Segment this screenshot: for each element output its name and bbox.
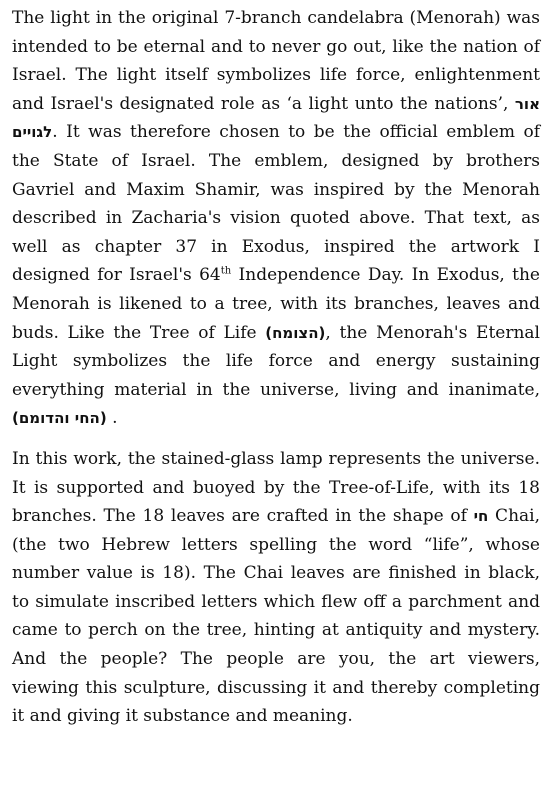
text-segment: . It was therefore chosen to be the official emblem of the State of Israel. The emblem, designed by brothers Gavriel and Maxim Shamir, was inspired by the Menorah described in Zacharia's vision quoted above. That text, as well as chapter 37 in Exodus, inspired the artwork I designed for Israel's 64 — [12, 122, 540, 286]
superscript-th: th — [220, 265, 232, 277]
text-segment: , the Menorah's Eternal Light symbolizes the life force and energy sustaining everything material in the universe, living and inanimate, — [12, 322, 540, 400]
text-segment: . — [106, 408, 118, 429]
text-segment: In this work, the stained-glass lamp represents the universe. It is supported and buoyed by the Tree-of-Life, with its 18 branches. The 18 leaves are crafted in the shape of — [12, 448, 540, 527]
hebrew-phrase-flora: (הצומח) — [265, 323, 326, 342]
text-segment: Independence Day. In Exodus, the Menorah is likened to a tree, with its branches, leaves and buds. Like the Tree of Life — [12, 265, 540, 343]
hebrew-phrase-light-unto-nations: אור לגויים — [12, 94, 540, 142]
paragraph-menorah — [12, 4, 540, 433]
text-segment: The light in the original 7-branch candelabra (Menorah) was intended to be eternal and to never go out, like the nation of Israel. The light itself symbolizes life force, enlightenment and Israel's designated role as ‘a light unto the nations’, — [12, 8, 540, 114]
paragraph-artwork — [12, 445, 540, 731]
hebrew-word-chai: חי — [473, 507, 489, 526]
hebrew-phrase-living-inanimate: (החי והדומם) — [12, 409, 107, 428]
text-segment: Chai, (the two Hebrew letters spelling the word “life”, whose number value is 18). The Chai leaves are finished in black, to simulate inscribed letters which flew off a parchment and came to perch on the tree, hinting at antiquity and mystery. And the people? The people are you, the art viewers, viewing this sculpture, discussing it and thereby completing it and giving it substance and meaning. — [12, 506, 540, 727]
document-page — [12, 4, 540, 731]
